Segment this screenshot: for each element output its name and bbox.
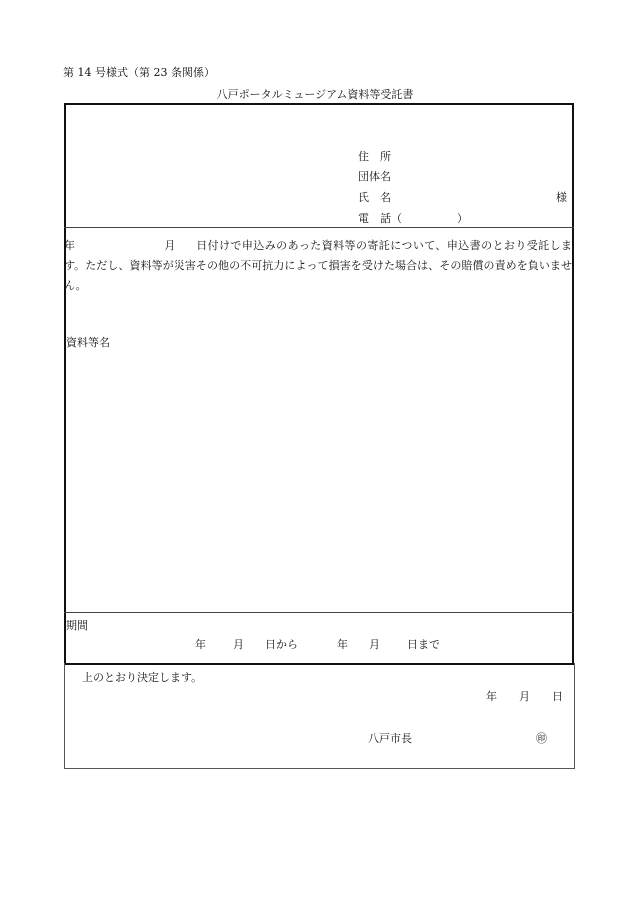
period-to-year: 年 bbox=[337, 638, 348, 651]
name-label: 氏 名 bbox=[358, 191, 391, 204]
statement-month: 月 bbox=[164, 239, 176, 252]
period-to-day: 日まで bbox=[407, 638, 440, 651]
statement-text: 日付けで申込みのあった資料等の寄託について、申込書のとおり受託します。ただし、資料等が災害その他の不可抗力によって損害を受けた場合は、その賠償の責めを負いません。 bbox=[64, 239, 573, 292]
mayor-title: 八戸市長 bbox=[368, 732, 412, 745]
period-divider bbox=[64, 612, 574, 613]
period-label: 期間 bbox=[66, 619, 88, 632]
period-range bbox=[195, 639, 440, 650]
statement-year: 年 bbox=[64, 239, 75, 252]
seal-mark: ㊞ bbox=[536, 732, 547, 745]
period-from-day: 日から bbox=[265, 638, 298, 651]
main-form-box bbox=[64, 103, 574, 665]
honorific: 様 bbox=[556, 191, 567, 204]
period-from-year: 年 bbox=[195, 638, 206, 651]
decision-text: 上のとおり決定します。 bbox=[82, 671, 203, 684]
consignment-statement bbox=[64, 236, 572, 296]
group-name-label: 団体名 bbox=[358, 170, 391, 183]
period-from-month: 月 bbox=[233, 638, 244, 651]
phone-label: 電 話（ ） bbox=[358, 212, 468, 225]
period-to-month: 月 bbox=[369, 638, 380, 651]
form-number: 第 14 号様式（第 23 条関係） bbox=[63, 66, 215, 79]
address-label: 住 所 bbox=[358, 150, 391, 163]
section-divider bbox=[64, 227, 574, 228]
document-title: 八戸ポータルミュージアム資料等受託書 bbox=[216, 88, 414, 101]
decision-date: 年 月 日 bbox=[486, 690, 563, 703]
items-label: 資料等名 bbox=[66, 336, 110, 349]
